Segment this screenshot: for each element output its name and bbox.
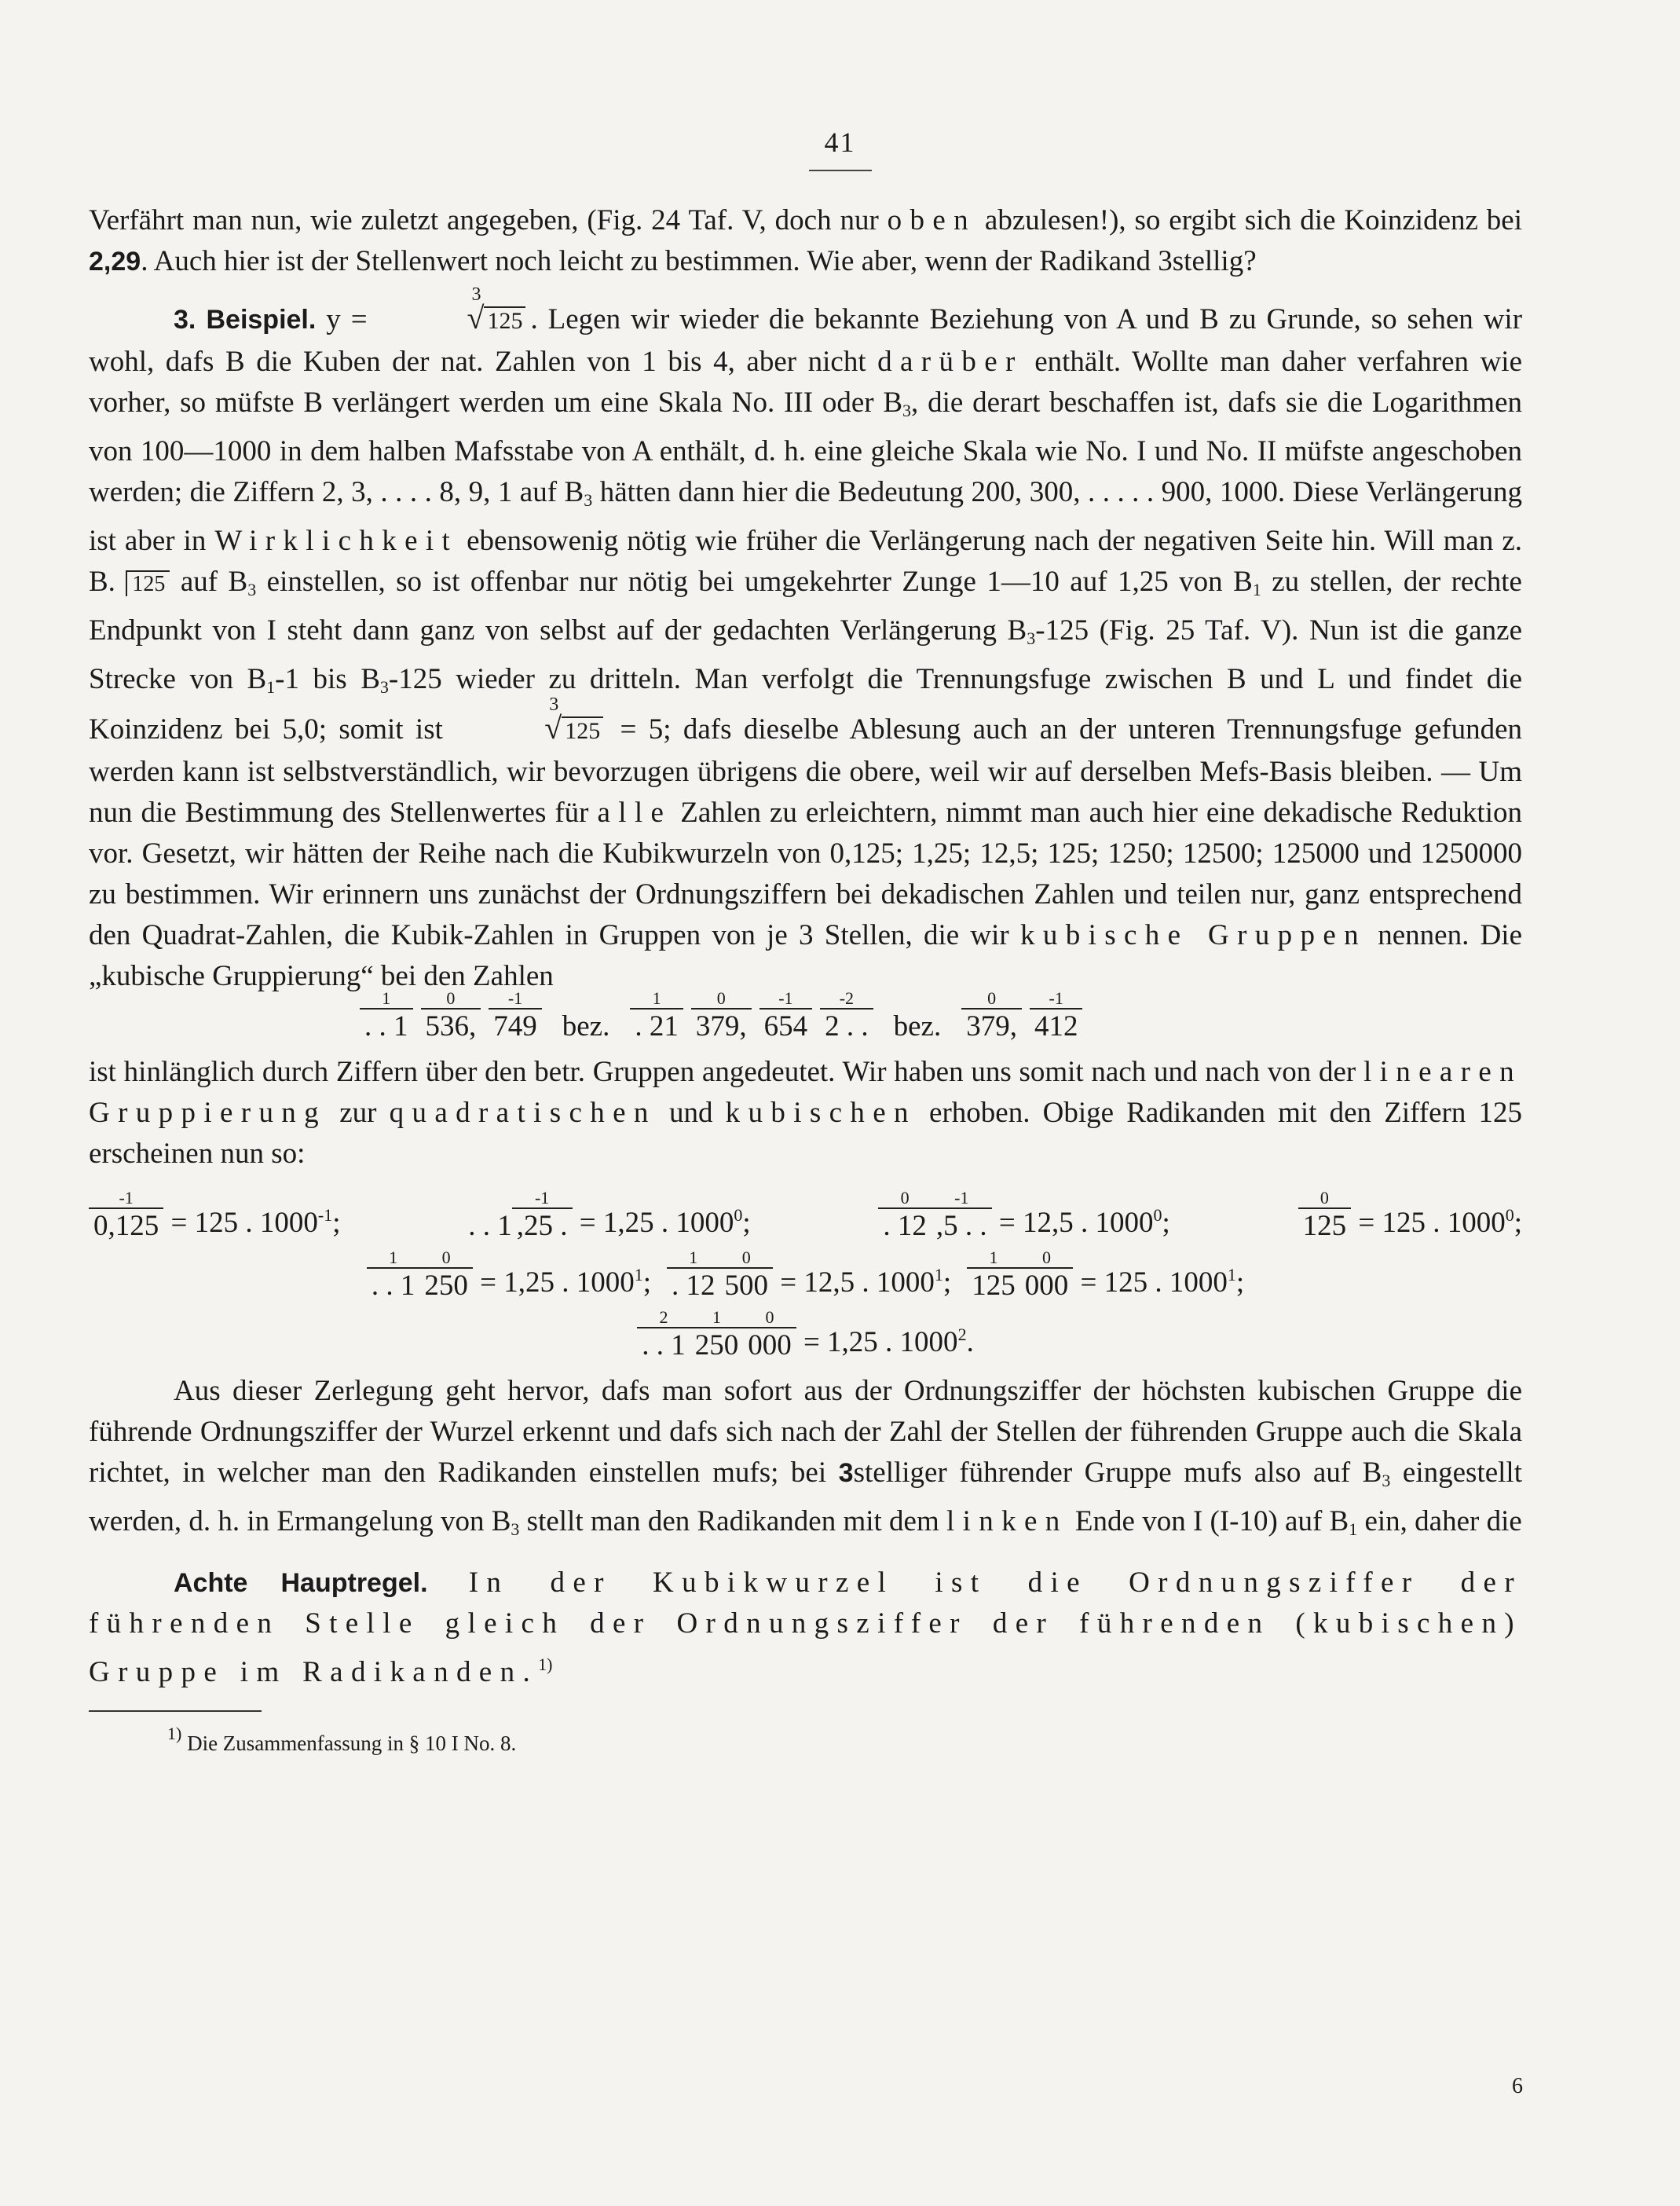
group	[967, 1248, 1020, 1303]
group-digits: . 12	[667, 1267, 720, 1303]
text: nennen. Die „kubische Gruppierung“ bei den Zahlen	[89, 919, 1522, 992]
group	[1020, 1248, 1074, 1303]
page-number: 41	[0, 126, 1680, 171]
order-digit: -1	[119, 1188, 134, 1207]
group	[367, 1248, 420, 1303]
subscript: 3	[247, 580, 257, 599]
text: . Legen wir wieder die bekannte Beziehung von A und B zu Grunde, so sehen wir wohl, dafs B die Kuben der nat. Zahlen von 1 bis 4, aber nicht	[89, 303, 1523, 378]
order-digit: 0	[1319, 1188, 1329, 1207]
rule-heading: Achte Hauptregel.	[174, 1568, 428, 1598]
bold-digit: 3	[838, 1458, 854, 1488]
equation	[967, 1248, 1244, 1303]
order-digit: -1	[507, 988, 523, 1008]
group	[419, 1248, 473, 1303]
spaced-text: linearen Gruppierung	[89, 1056, 1522, 1129]
exponent: 0	[734, 1205, 743, 1225]
group-digits: 749	[489, 1008, 542, 1044]
equation	[1298, 1189, 1522, 1244]
exponent: 2	[957, 1325, 967, 1344]
spaced-text: kubische Gruppen	[1020, 919, 1367, 951]
spaced-text: kubischen	[725, 1097, 917, 1129]
cubic-groups-example	[360, 989, 1522, 1044]
equation	[89, 1189, 340, 1244]
equation-rhs: = 12,5 . 1000	[998, 1207, 1154, 1239]
exponent: 1	[634, 1265, 643, 1284]
text: erhoben. Obige Radikanden mit den Ziffern 125 erscheinen nun so:	[89, 1097, 1522, 1170]
exponent: 0	[1153, 1205, 1162, 1225]
page-body	[89, 200, 1522, 1759]
group-digits: . 12	[878, 1207, 932, 1244]
order-digit: 1	[689, 1248, 698, 1267]
group-digits: 379,	[961, 1008, 1022, 1044]
text: stellt man den Radikanden mit dem	[519, 1505, 947, 1537]
group-digits: 379,	[691, 1008, 752, 1044]
subscript: 1	[1252, 580, 1261, 599]
text: ist hinlänglich durch Ziffern über den betr. Gruppen angedeutet. Wir haben uns somit nach und nach von der	[89, 1056, 1363, 1088]
group-digits: ,25 .	[512, 1207, 573, 1244]
order-digit: 0	[1041, 1248, 1051, 1267]
order-digit: 0	[987, 988, 997, 1008]
text: abzulesen!), so ergibt sich die Koinzidenz bei	[976, 204, 1522, 236]
group-digits: . 21	[630, 1008, 683, 1044]
group	[512, 1189, 573, 1244]
signature-mark: 6	[1512, 2074, 1523, 2098]
group	[932, 1189, 992, 1244]
text: auf B	[170, 566, 248, 598]
paragraph-3	[89, 1052, 1522, 1174]
order-digit: -1	[954, 1188, 969, 1207]
group-digits: . . 1	[637, 1327, 690, 1363]
separator: ;	[1235, 1266, 1245, 1299]
radicand: 125	[562, 716, 603, 744]
example-heading: 3. Beispiel.	[174, 305, 317, 335]
footnote-marker: 1)	[167, 1724, 182, 1743]
paragraph-1	[89, 200, 1522, 282]
order-digit: 1	[389, 1248, 398, 1267]
group	[720, 1248, 774, 1303]
text: Ende von I (I-10) auf B	[1067, 1505, 1349, 1537]
equation-rhs: = 1,25 . 1000	[803, 1326, 958, 1358]
group-digits: 000	[743, 1327, 796, 1363]
group-digits: ,5 . .	[932, 1207, 992, 1244]
bez-label: bez.	[562, 1010, 610, 1043]
bold-value: 2,29	[89, 247, 141, 277]
group-set-a	[360, 989, 542, 1044]
group-digits: 250	[419, 1267, 473, 1303]
group-digits: 125	[967, 1267, 1020, 1303]
subscript: 1	[266, 677, 276, 697]
group	[961, 989, 1022, 1044]
cube-root	[382, 284, 526, 342]
group-digits: 000	[1020, 1267, 1074, 1303]
text: ebensowenig nötig wie früher die Verlängerung nach der negativen Seite hin. Will man z. B.	[89, 525, 1522, 598]
subscript: 3	[1382, 1471, 1391, 1490]
group-digits: 536,	[421, 1008, 481, 1044]
text: ein, daher die	[1357, 1505, 1522, 1537]
subscript: 3	[902, 401, 912, 420]
equation	[367, 1248, 651, 1303]
subscript: 3	[511, 1519, 520, 1539]
radical-sign-icon: √	[467, 300, 485, 335]
text: = 5; dafs dieselbe Ablesung auch an der unteren Trennungsfuge gefunden werden kann ist selbstverständlich, wir bevorzugen übrigens die obere, weil wir auf derselben Mefs-Basis bleiben. — Um nun die Bestimmung des Stellenwertes für	[89, 713, 1522, 829]
order-digit: 1	[382, 988, 391, 1008]
footnote-reference: 1)	[538, 1654, 553, 1674]
subscript: 3	[379, 677, 389, 697]
order-digit: 0	[741, 1248, 751, 1267]
spaced-text: alle	[597, 797, 672, 829]
text: zur	[327, 1097, 390, 1129]
group	[630, 989, 683, 1044]
footnote-divider	[89, 1710, 262, 1712]
group	[1030, 989, 1083, 1044]
equation-line-1	[89, 1189, 1522, 1244]
order-digit: -1	[534, 1188, 550, 1207]
text: stelliger führender Gruppe mufs also auf B	[853, 1457, 1382, 1489]
root-index: 3	[471, 284, 481, 305]
order-digit: 1	[712, 1307, 721, 1327]
group	[637, 1308, 690, 1363]
subscript: 3	[584, 490, 593, 510]
footnote	[89, 1718, 1522, 1759]
subscript: 1	[1349, 1519, 1358, 1539]
text: -125 wieder zu dritteln. Man verfolgt die Trennungsfuge zwischen B und L und findet die Koinzidenz bei 5,0; somit ist	[89, 663, 1522, 746]
group-digits: . . 1	[367, 1267, 420, 1303]
separator: ;	[942, 1266, 952, 1299]
exponent: 1	[1227, 1265, 1236, 1284]
equation-rhs: = 1,25 . 1000	[579, 1207, 734, 1239]
text: Verfährt man nun, wie zuletzt angegeben, (Fig. 24 Taf. V, doch nur	[89, 204, 888, 236]
group	[89, 1189, 163, 1244]
group-digits: 654	[759, 1008, 813, 1044]
group	[691, 989, 752, 1044]
group-set-c	[961, 989, 1082, 1044]
spaced-text: Wirklichkeit	[214, 525, 459, 557]
bez-label: bez.	[893, 1010, 942, 1043]
group-digits: 250	[690, 1327, 744, 1363]
text: Aus dieser Zerlegung geht hervor, dafs man sofort aus der Ordnungsziffer der höchsten kubischen Gruppe die führende Ordnungsziffer der Wurzel erkennt und dafs sich nach der Zahl der Stellen der führenden Gruppe auch die Skala richtet, in welcher man den Radikanden einstellen mufs; bei	[89, 1375, 1522, 1489]
order-digit: -1	[778, 988, 793, 1008]
order-digit: 0	[716, 988, 726, 1008]
group	[421, 989, 481, 1044]
text: . Auch hier ist der Stellenwert noch leicht zu bestimmen. Wie aber, wenn der Radikand 3stellig?	[141, 245, 1257, 277]
spaced-text: In der Kubikwurzel ist die Ordnungsziffer der führenden Stelle gleich der Ordnungsziffer der führenden (kubischen) Gruppe im Radikanden.	[89, 1567, 1522, 1688]
order-digit: 0	[900, 1188, 910, 1207]
text: enthält. Wollte man daher verfahren wie vorher, so müfste B verlängert werden um eine Skala No. III oder B	[89, 346, 1522, 419]
spaced-text: linken	[946, 1505, 1068, 1537]
order-digit: -2	[839, 988, 855, 1008]
text: einstellen, so ist offenbar nur nötig bei umgekehrter Zunge 1—10 auf 1,25 von B	[256, 566, 1253, 598]
group	[690, 1308, 744, 1363]
spaced-text: quadratischen	[389, 1097, 657, 1129]
group	[360, 989, 413, 1044]
equation-rhs: = 12,5 . 1000	[780, 1266, 935, 1299]
separator: ;	[1162, 1207, 1170, 1239]
group-digits: 412	[1030, 1008, 1083, 1044]
text: -125 (Fig. 25 Taf. V). Nun ist die ganze Strecke von B	[89, 614, 1523, 695]
order-digit: 0	[446, 988, 456, 1008]
group-digits: 0,125	[89, 1207, 163, 1244]
group-digits: . . 1	[360, 1008, 413, 1044]
exponent: 0	[1505, 1205, 1514, 1225]
formula-lhs: y =	[326, 303, 368, 335]
paragraph-2	[89, 284, 1523, 997]
spaced-text: darüber	[877, 346, 1023, 378]
cube-root	[459, 694, 603, 752]
equation	[667, 1248, 951, 1303]
text: hätten dann hier die Bedeutung 200, 300, . . . . . 900, 1000. Diese Verlängerung ist aber in	[89, 476, 1522, 557]
group	[489, 989, 542, 1044]
group	[878, 1189, 932, 1244]
group	[468, 1190, 512, 1244]
equation-line-2	[89, 1248, 1522, 1303]
equation-line-3	[89, 1308, 1522, 1363]
group-set-b	[630, 989, 873, 1044]
equation	[878, 1189, 1169, 1244]
group	[1298, 1189, 1352, 1244]
order-digit: 1	[989, 1248, 998, 1267]
order-digit: 0	[441, 1248, 451, 1267]
angle-notation: 125	[126, 570, 170, 596]
separator: ;	[332, 1207, 341, 1239]
rule-paragraph	[89, 1563, 1522, 1693]
separator: ;	[1513, 1207, 1522, 1239]
group-digits: 125	[1298, 1207, 1352, 1244]
group	[820, 989, 873, 1044]
equation-rhs: = 125 . 1000	[170, 1207, 318, 1239]
text: zu stellen, der rechte Endpunkt von I steht dann ganz von selbst auf der gedachten Verlängerung B	[89, 566, 1522, 647]
equation-rhs: = 1,25 . 1000	[480, 1266, 635, 1299]
separator: ;	[642, 1266, 652, 1299]
text: Zahlen zu erleichtern, nimmt man auch hier eine dekadische Reduktion vor. Gesetzt, wir hätten der Reihe nach die Kubikwurzeln von 0,125; 1,25; 12,5; 125; 1250; 12500; 125000 und 1250000 zu bestimmen. Wir erinnern uns zunächst der Ordnungsziffern bei dekadischen Zahlen und teilen nur, ganz entsprechend den Quadrat-Zahlen, die Kubik-Zahlen in Gruppen von je 3 Stellen, die wir	[89, 797, 1522, 951]
text: eingestellt werden, d. h. in Ermangelung von B	[89, 1457, 1522, 1537]
equation-rhs: = 125 . 1000	[1080, 1266, 1228, 1299]
order-digit: 2	[659, 1307, 668, 1327]
text: und	[656, 1097, 726, 1129]
text: -1 bis B	[275, 663, 380, 695]
group	[759, 989, 813, 1044]
order-digit	[488, 1190, 492, 1209]
separator: ;	[742, 1207, 751, 1239]
order-digit: -1	[1049, 988, 1063, 1008]
group-digits: . . 1	[468, 1210, 512, 1242]
group	[743, 1308, 796, 1363]
separator: .	[966, 1326, 974, 1358]
equation	[637, 1308, 974, 1363]
spaced-text: oben	[887, 204, 977, 236]
radicand: 125	[484, 306, 525, 334]
paragraph-4	[89, 1371, 1522, 1550]
group-digits: 500	[720, 1267, 774, 1303]
group	[667, 1248, 720, 1303]
order-digit: 1	[652, 988, 661, 1008]
exponent: 1	[934, 1265, 943, 1284]
order-digit: 0	[765, 1307, 774, 1327]
group-digits: 2 . .	[820, 1008, 873, 1044]
root-index: 3	[549, 694, 559, 715]
equation	[468, 1189, 750, 1244]
footnote-text: Die Zusammenfassung in § 10 I No. 8.	[181, 1731, 517, 1755]
text: , die derart beschaffen ist, dafs sie die Logarithmen von 100—1000 in dem halben Mafsstabe von A enthält, d. h. eine gleiche Skala wie No. I und No. II müfste angeschoben werden; die Ziffern 2, 3, . . . . 8, 9, 1 auf B	[89, 387, 1522, 508]
subscript: 3	[1027, 628, 1036, 648]
radical-sign-icon: √	[544, 710, 562, 746]
equation-rhs: = 125 . 1000	[1358, 1207, 1506, 1239]
exponent: -1	[317, 1205, 333, 1225]
